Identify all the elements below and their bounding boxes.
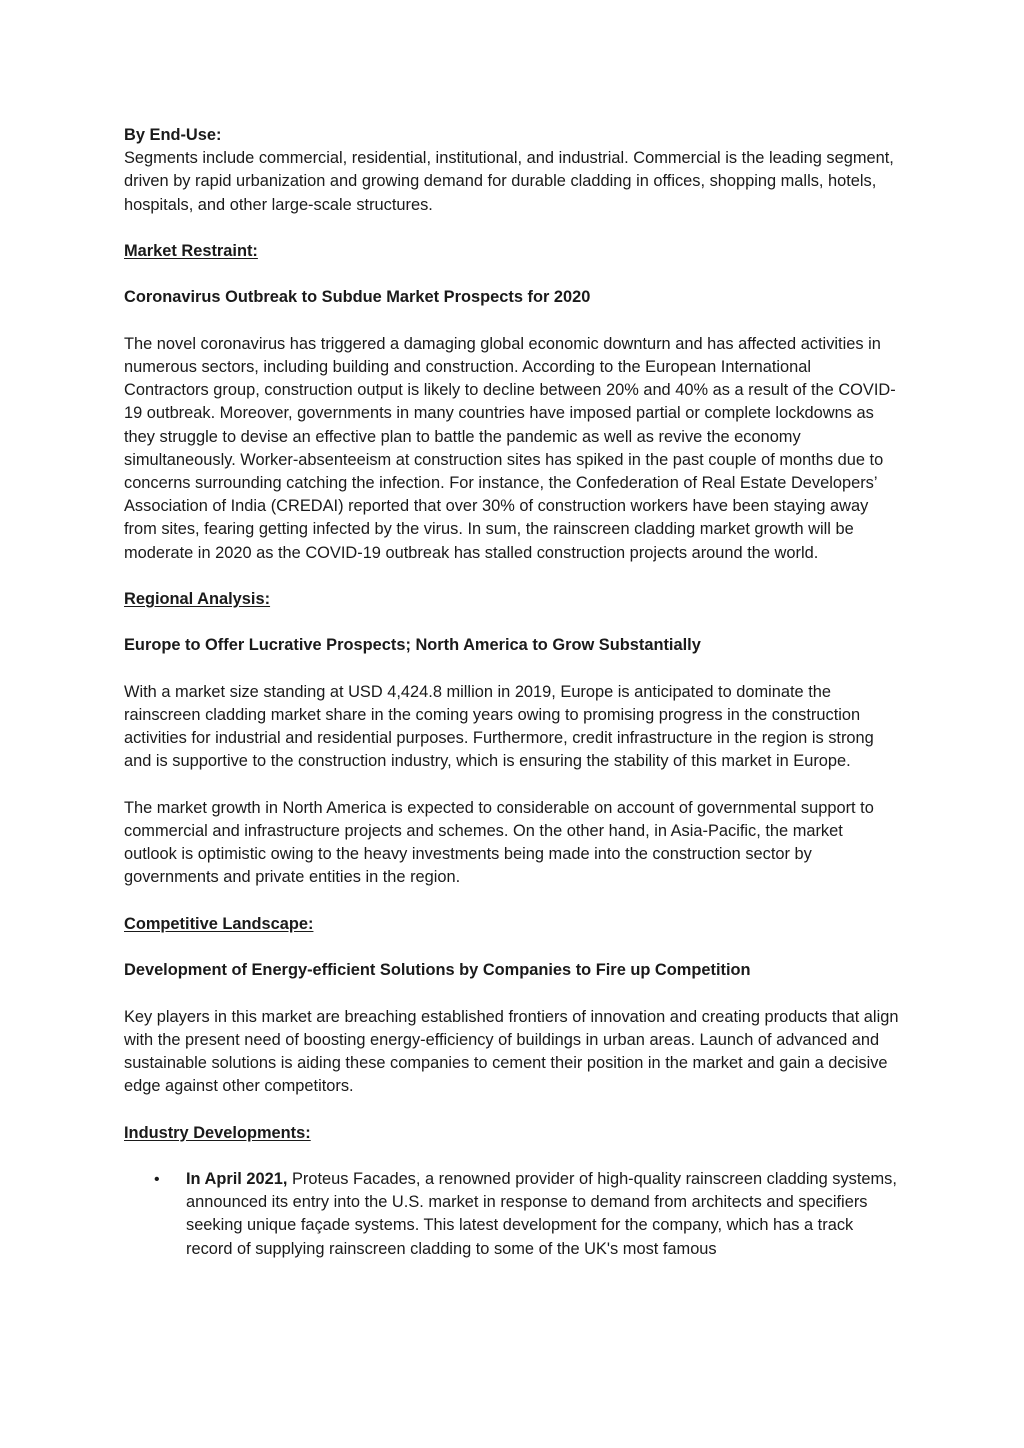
competitive-landscape-section <box>124 913 900 1099</box>
end-use-heading: By End-Use: <box>124 126 222 144</box>
competitive-landscape-paragraph: Key players in this market are breaching established frontiers of innovation and creating products that align with the present need of boosting energy-efficiency of buildings in urban areas. Launch of advanced and sustainable solutions is aiding these companies to cement their position in the market and gain a decisive edge against other competitors. <box>124 1007 899 1096</box>
industry-developments-heading: Industry Developments: <box>124 1123 311 1142</box>
market-restraint-subheading: Coronavirus Outbreak to Subdue Market Prospects for 2020 <box>124 288 591 307</box>
bullet-icon: • <box>154 1170 160 1188</box>
market-restraint-paragraph: The novel coronavirus has triggered a damaging global economic downturn and has affected activities in numerous sectors, including building and construction. According to the European International Contractors group, construction output is likely to decline between 20% and 40% as a result of the COVID-19 outbreak. Moreover, governments in many countries have imposed partial or complete lockdowns as they struggle to devise an effective plan to battle the pandemic as well as revive the economy simultaneously. Worker-absenteeism at construction sites has spiked in the past couple of months due to concerns surrounding catching the infection. For instance, the Confederation of Real Estate Developers’ Association of India (CREDAI) reported that over 30% of construction workers have been staying away from sites, fearing getting infected by the virus. In sum, the rainscreen cladding market growth will be moderate in 2020 as the COVID-19 outbreak has stalled construction projects around the world. <box>124 334 896 562</box>
market-restraint-section <box>124 240 900 565</box>
list-item <box>124 1168 900 1261</box>
regional-analysis-paragraph-north-america: The market growth in North America is expected to considerable on account of governmental support to commercial and infrastructure projects and schemes. On the other hand, in Asia-Pacific, the market outlook is optimistic owing to the heavy investments being made into the construction sector by governments and private entities in the region. <box>124 798 874 887</box>
regional-analysis-heading: Regional Analysis: <box>124 590 271 608</box>
document-page <box>124 124 900 1261</box>
competitive-landscape-subheading: Development of Energy-efficient Solutions by Companies to Fire up Competition <box>124 961 751 980</box>
regional-analysis-subheading: Europe to Offer Lucrative Prospects; North America to Grow Substantially <box>124 636 701 655</box>
end-use-section <box>124 124 900 217</box>
industry-developments-section <box>124 1122 900 1261</box>
development-date: In April 2021, <box>186 1169 288 1188</box>
end-use-paragraph: Segments include commercial, residential, institutional, and industrial. Commercial is the leading segment, driven by rapid urbanization and growing demand for durable cladding in offices, shopping malls, hotels, hospitals, and other large-scale structures. <box>124 149 894 214</box>
regional-analysis-paragraph-europe: With a market size standing at USD 4,424.8 million in 2019, Europe is anticipated to dominate the rainscreen cladding market share in the coming years owing to promising progress in the construction activities for industrial and residential purposes. Furthermore, credit infrastructure in the region is strong and is supportive to the construction industry, which is ensuring the stability of this market in Europe. <box>124 682 874 771</box>
competitive-landscape-heading: Competitive Landscape: <box>124 914 314 933</box>
development-text: Proteus Facades, a renowned provider of high-quality rainscreen cladding systems, announced its entry into the U.S. market in response to demand from architects and specifiers seeking unique façade systems. This latest development for the company, which has a track record of supplying rainscreen cladding to some of the UK's most famous <box>186 1169 897 1258</box>
industry-developments-list <box>124 1168 900 1261</box>
regional-analysis-section <box>124 588 900 890</box>
market-restraint-heading: Market Restraint: <box>124 242 258 260</box>
